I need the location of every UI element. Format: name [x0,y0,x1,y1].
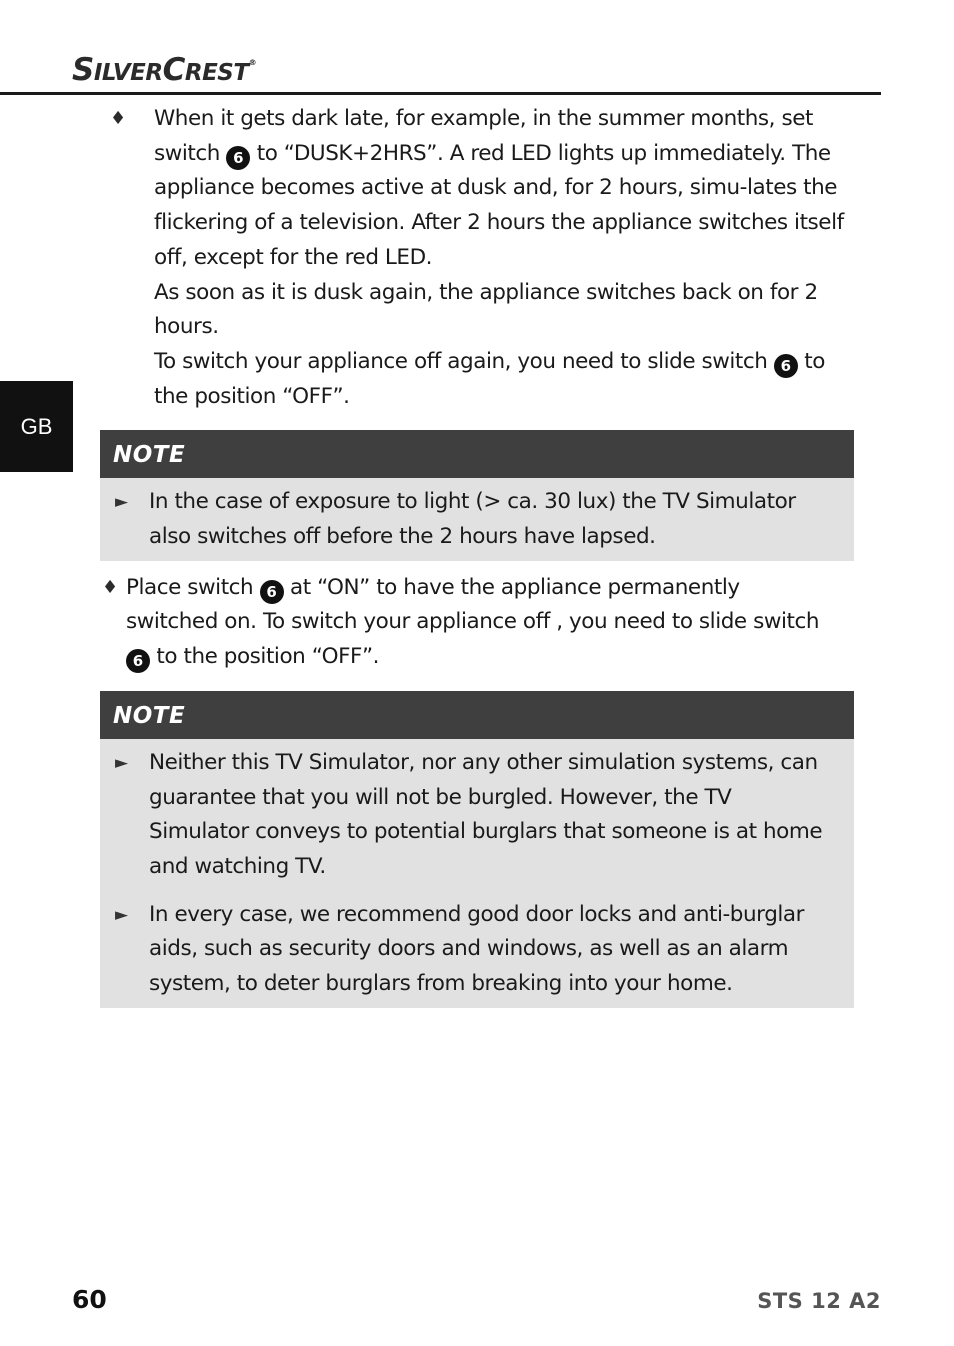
circled-number-icon: 6 [126,649,150,673]
instruction-bullet [100,571,854,675]
circled-number-icon: 6 [226,146,250,170]
language-tab [0,381,73,472]
note-body [100,478,854,560]
brand-logo [72,52,256,88]
text: to the position “OFF”. [156,644,380,670]
note-body [100,739,854,1008]
note-item [100,485,826,554]
text: at “ON” to have the appliance permanently switched on. To switch your appliance off , you need to slide switch [126,574,820,635]
logo-letter: C [162,52,185,88]
paragraph: As soon as it is dusk again, the appliance switches back on for 2 hours. [154,279,818,340]
note-text: Neither this TV Simulator, nor any other simulation systems, can guarantee that you will not be burgled. However, the TV Simulator conveys to potential burglars that someone is at home and watching TV. [149,749,823,879]
circled-number-icon: 6 [774,354,798,378]
note-text: In every case, we recommend good door locks and anti-burglar aids, such as security doors and windows, as well as an alarm system, to deter burglars from breaking into your home. [149,901,805,997]
triangle-right-icon: ► [115,752,128,773]
note-item [100,746,826,885]
page-number: 60 [72,1285,107,1314]
text: Place switch [126,574,254,600]
note-box [100,691,854,1008]
circled-number-icon: 6 [260,580,284,604]
registered-mark: ® [248,58,257,67]
triangle-right-icon: ► [115,492,128,513]
note-title: NOTE [100,691,854,739]
instruction-bullet [100,102,854,414]
diamond-icon: ♦ [110,108,126,129]
header-divider [0,92,881,95]
note-text: In the case of exposure to light (> ca. 30 lux) the TV Simulator also switches off before the 2 hours have lapsed. [149,489,796,550]
text: to the position “OFF”. [154,348,825,409]
note-item [100,898,826,1002]
logo-text: REST [184,60,249,86]
language-label: GB [20,413,53,439]
logo-text: ILVER [93,60,163,86]
note-box [100,430,854,560]
note-title: NOTE [100,430,854,478]
diamond-icon: ♦ [102,576,118,598]
triangle-right-icon: ► [115,904,128,925]
paragraph [154,102,850,276]
paragraph [154,345,850,414]
text: To switch your appliance off again, you need to slide switch [154,348,768,374]
model-number: STS 12 A2 [757,1289,881,1313]
logo-letter: S [72,52,94,88]
main-content [100,102,854,1008]
paragraph [126,571,824,675]
text: When it gets dark late, for example, in the summer months, set switch [154,106,813,166]
text: to “DUSK+2HRS”. A red LED lights up immediately. The appliance becomes active at dusk and, for 2 hours, simu-lates the flickering of a television. After 2 hours the appliance switches itself off, except for the red LED. [154,140,844,270]
